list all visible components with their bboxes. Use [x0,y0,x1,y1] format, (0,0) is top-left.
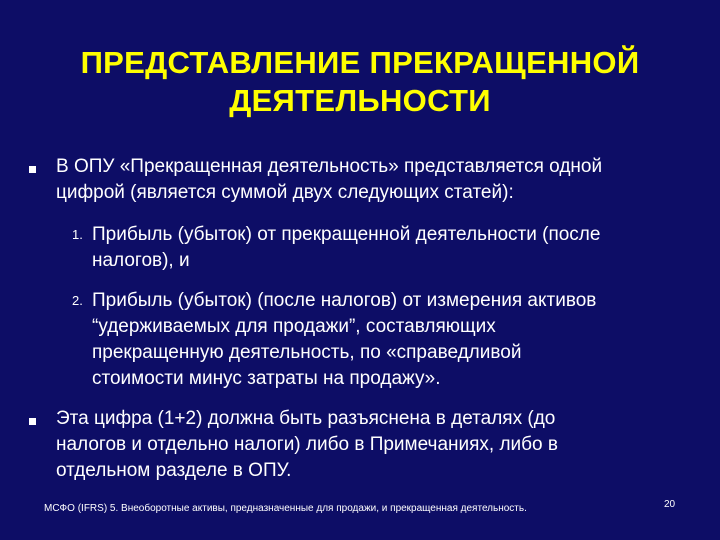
item-2-line-4: стоимости минус затраты на продажу». [92,368,441,389]
bullet-1-line-2: цифрой (является суммой двух следующих статей): [56,182,514,203]
item-number-2: 2. [72,293,83,308]
bullet-text-2 [56,406,558,484]
item-1-line-1: Прибыль (убыток) от прекращенной деятельности (после [92,224,601,245]
item-2-line-1: Прибыль (убыток) (после налогов) от измерения активов [92,290,597,311]
item-2-line-2: “удерживаемых для продажи”, составляющих [92,316,496,337]
numbered-item-text-2 [92,288,596,392]
slide-title [20,44,700,120]
bullet-text-1 [56,154,602,206]
item-1-line-2: налогов), и [92,250,190,271]
numbered-item-text-1 [92,222,600,274]
slide-title-line-2: ДЕЯТЕЛЬНОСТИ [229,83,491,118]
bullet-2-line-1: Эта цифра (1+2) должна быть разъяснена в деталях (до [56,408,556,429]
item-2-line-3: прекращенную деятельность, по «справедливой [92,342,522,363]
bullet-2-line-2: налогов и отдельно налоги) либо в Примечаниях, либо в [56,434,558,455]
bullet-square-icon [29,166,36,173]
bullet-square-icon [29,418,36,425]
page-number: 20 [664,499,676,510]
footer-text: МСФО (IFRS) 5. Внеоборотные активы, предназначенные для продажи, и прекращенная деятельность. [44,503,527,514]
slide-title-line-1: ПРЕДСТАВЛЕНИЕ ПРЕКРАЩЕННОЙ [80,45,640,80]
bullet-1-line-1: В ОПУ «Прекращенная деятельность» представляется одной [56,156,603,177]
bullet-2-line-3: отдельном разделе в ОПУ. [56,460,292,481]
item-number-1: 1. [72,227,83,242]
